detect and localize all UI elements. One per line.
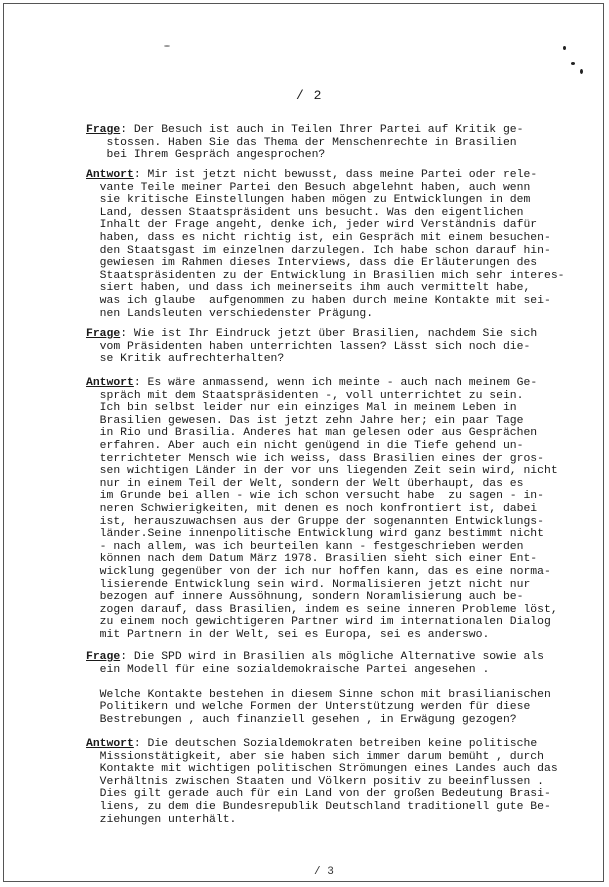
answer-1 xyxy=(86,169,566,320)
scan-speck xyxy=(563,46,566,50)
scan-speck xyxy=(580,69,583,74)
scan-speck xyxy=(164,45,170,47)
speaker-label: Antwort xyxy=(86,738,134,750)
answer-2 xyxy=(86,377,566,641)
question-2 xyxy=(86,328,566,366)
answer-text: : Es wäre anmassend, wenn ich meinte - auch nach meinem Ge- spräch mit dem Staatspräsidenten -, voll unterrichtet zu sein. Ich bin selbst leider nur ein einziges Mal in meinem Leben in Brasilien gewesen. Das ist jetzt zehn Jahre her; ein paar Tage in Rio und Brasilia. Anderes hat man gelesen oder aus Gesprächen erfahren. Aber auch ein nicht genügend in die Tiefe gehend un- terrichteter Mensch wie ich weiss, dass Brasilien eines der gros- sen wichtigen Länder in der vor uns liegenden Zeit sein wird, nicht nur in einem Teil der Welt, sondern der Welt überhaupt, das es im Grunde bei allen - wie ich schon versucht habe zu sagen - in- neren Schwierigkeiten, mit denen es noch konfrontiert ist, dabei ist, herauszuwachsen aus der Gruppe der sogenannten Entwicklungs- länder.Seine innenpolitische Entwicklung wird ganz bestimmt nicht - nach allem, was ich beurteilen kann - festgeschrieben werden können nach dem Datum März 1978. Brasilien sieht sich einer Ent- wicklung gegenüber von der ich nur hoffen kann, das es eine norma- lisierende Entwicklung sein wird. Normalisieren jetzt nicht nur bezogen auf innere Aussöhnung, sondern Noramlisierung auch be- zogen darauf, dass Brasilien, indem es seine inneren Probleme löst, zu einem noch gewichtigeren Partner wird im internationalen Dialog mit Partnern in der Welt, sei es Europa, sei es anderswo. xyxy=(99,377,558,641)
speaker-label: Antwort xyxy=(86,169,134,181)
answer-3 xyxy=(86,738,566,826)
speaker-label: Antwort xyxy=(86,377,134,389)
question-text: : Der Besuch ist auch in Teilen Ihrer Partei auf Kritik ge- stossen. Haben Sie das Thema der Menschenrechte in Brasilien bei Ihrem Gespräch angesprochen? xyxy=(106,124,524,162)
speaker-label: Frage xyxy=(86,124,121,136)
question-text: : Wie ist Ihr Eindruck jetzt über Brasilien, nachdem Sie sich vom Präsidenten haben unterrichten lassen? Lässt sich noch die- se Kritik aufrechterhalten? xyxy=(99,328,538,366)
question-1 xyxy=(86,124,566,162)
speaker-label: Frage xyxy=(86,328,121,340)
next-page-mark: / 3 xyxy=(314,866,334,876)
question-text: : Die SPD wird in Brasilien als mögliche Alternative sowie als ein Modell für eine sozialdemokraische Partei angesehen . Welche Kontakte bestehen in diesem Sinne schon mit brasilianischen Politikern und welche Formen der Unterstützung werden für diese Bestrebungen , auch finanziell gesehen , in Erwägung gezogen? xyxy=(99,651,551,726)
answer-text: : Mir ist jetzt nicht bewusst, dass meine Partei oder rele- vante Teile meiner Partei den Besuch abgelehnt haben, auch wenn sie kritische Einstellungen haben mögen zu Entwicklungen in dem Land, dessen Staatspräsident uns besucht. Was den eigentlichen Inhalt der Frage angeht, denke ich, jeder wird Verständnis dafür haben, dass es nicht richtig ist, ein Gespräch mit einem besuchen- den Staatsgast im einzelnen darzulegen. Ich habe schon darauf hin- gewiesen im Rahmen dieses Interviews, dass die Erläuterungen des Staatspräsidenten zu der Entwicklung in Brasilien mich sehr interes- siert haben, und dass ich meinerseits ihm auch vermittelt habe, was ich glaube aufgenommen zu haben durch meine Kontakte mit sei- nen Landsleuten verschiedenster Prägung. xyxy=(99,169,565,320)
page-number: / 2 xyxy=(296,88,323,103)
speaker-label: Frage xyxy=(86,651,121,663)
question-3 xyxy=(86,651,566,727)
scan-speck xyxy=(571,62,575,65)
answer-text: : Die deutschen Sozialdemokraten betreiben keine politische Missionstätigkeit, aber sie haben sich immer darum bemüht , durch Kontakte mit wichtigen politischen Strömungen eines Landes auch das Verhältnis zwischen Staaten und Völkern positiv zu beeinflussen . Dies gilt gerade auch für ein Land von der großen Bedeutung Brasi- liens, zu dem die Bundesrepublik Deutschland traditionell gute Be- ziehungen unterhält. xyxy=(99,738,558,826)
